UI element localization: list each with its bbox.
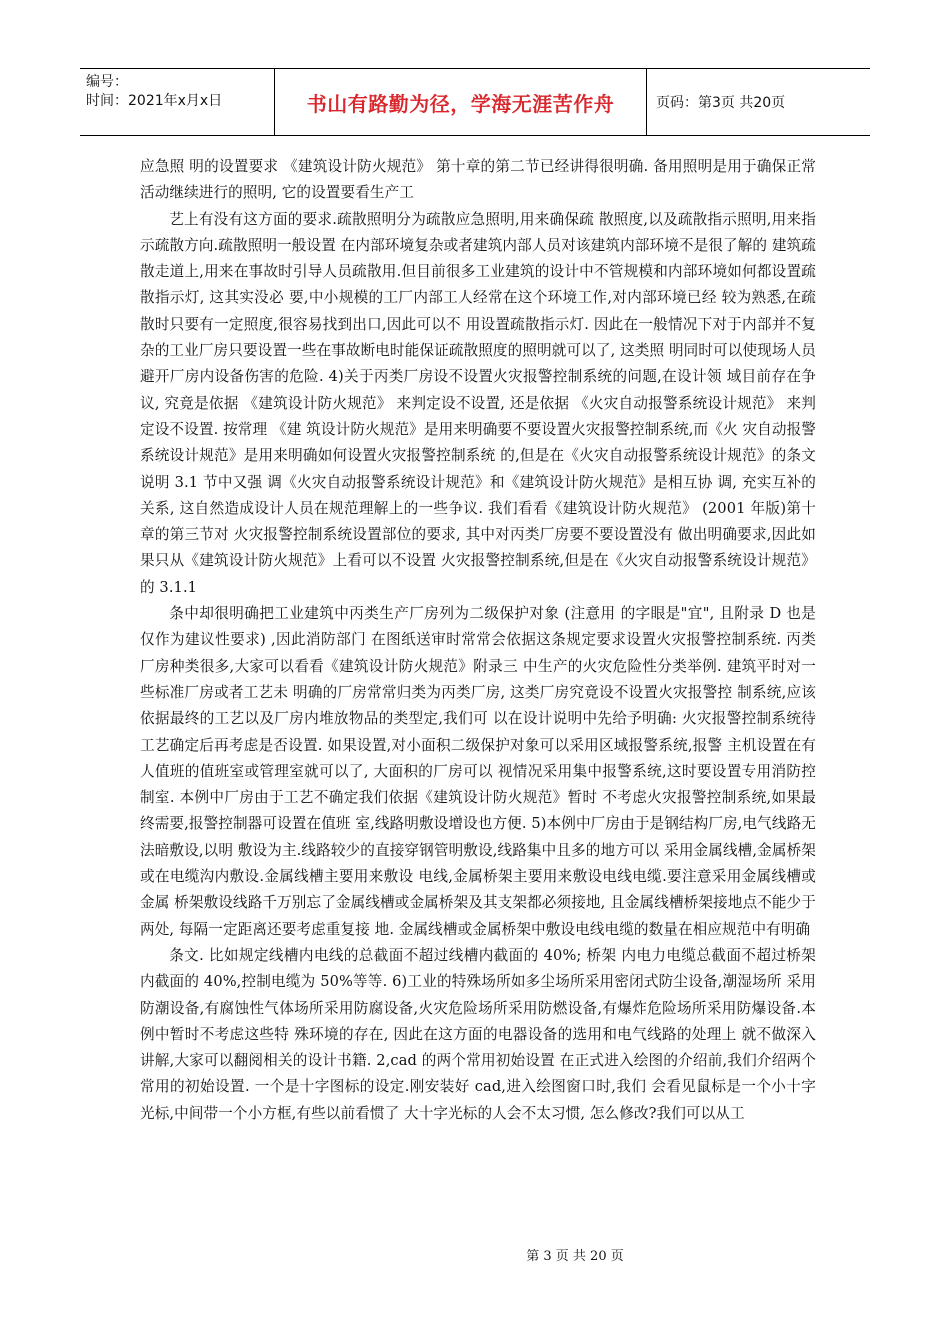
document-body: [140, 154, 816, 1127]
body-paragraph: 条中却很明确把工业建筑中丙类生产厂房列为二级保护对象 (注意用 的字眼是"宜", 且附录 D 也是仅作为建议性要求) ,因此消防部门 在图纸送审时常常会依据这条规定要求设置火灾报警控制系统. 丙类厂房种类很多,大家可以看看《建筑设计防火规范》附录三 中生产的火灾危险性分类举例. 建筑平时对一些标准厂房或者工艺未 明确的厂房常常归类为丙类厂房, 这类厂房究竟设不设置火灾报警控 制系统,应该依据最终的工艺以及厂房内堆放物品的类型定,我们可 以在设计说明中先给予明确: 火灾报警控制系统待工艺确定后再考虑是否设置. 如果设置,对小面积二级保护对象可以采用区域报警系统,报警 主机设置在有人值班的值班室或管理室就可以了, 大面积的厂房可以 视情况采用集中报警系统,这时要设置专用消防控制室. 本例中厂房由于工艺不确定我们依据《建筑设计防火规范》暂时 不考虑火灾报警控制系统,如果最终需要,报警控制器可设置在值班 室,线路明敷设增设也方便. 5)本例中厂房由于是钢结构厂房,电气线路无法暗敷设,以明 敷设为主.线路较少的直接穿钢管明敷设,线路集中且多的地方可以 采用金属线槽,金属桥架或在电缆沟内敷设.金属线槽主要用来敷设 电线,金属桥架主要用来敷设电线电缆.要注意采用金属线槽或金属 桥架敷设线路千万别忘了金属线槽或金属桥架及其支架都必须接地, 且金属线槽桥架接地点不能少于两处, 每隔一定距离还要考虑重复接 地. 金属线槽或金属桥架中敷设电线电缆的数量在相应规范中有明确: [140, 605, 816, 938]
header-motto: 书山有路勤为径，学海无涯苦作舟: [275, 69, 647, 135]
header-page-info: 页码：第3页 共20页: [656, 95, 786, 111]
serial-number-label: 编号：: [86, 74, 128, 90]
document-header: [80, 68, 870, 136]
page-footer: 第 3 页 共 20 页: [526, 1249, 624, 1264]
body-paragraph: 艺上有没有这方面的要求.疏散照明分为疏散应急照明,用来确保疏 散照度,以及疏散指示照明,用来指示疏散方向.疏散照明一般设置 在内部环境复杂或者建筑内部人员对该建筑内部环境不是很了解的 建筑疏散走道上,用来在事故时引导人员疏散用.但目前很多工业建筑的设计中不管规模和内部环境如何都设置疏散指示灯, 这其实没必 要,中小规模的工厂内部工人经常在这个环境工作,对内部环境已经 较为熟悉,在疏散时只要有一定照度,很容易找到出口,因此可以不 用设置疏散指示灯. 因此在一般情况下对于内部并不复杂的工业厂房只要设置一些在事故断电时能保证疏散照度的照明就可以了, 这类照 明同时可以使现场人员避开厂房内设备伤害的危险. 4)关于丙类厂房设不设置火灾报警控制系统的问题,在设计领 域目前存在争议, 究竟是依据 《建筑设计防火规范》 来判定设不设置, 还是依据 《火灾自动报警系统设计规范》 来判定设不设置. 按常理 《建 筑设计防火规范》是用来明确要不要设置火灾报警控制系统,而《火 灾自动报警系统设计规范》是用来明确如何设置火灾报警控制系统 的,但是在《火灾自动报警系统设计规范》的条文说明 3.1 节中又强 调《火灾自动报警系统设计规范》和《建筑设计防火规范》是相互协 调, 充实互补的关系, 这自然造成设计人员在规范理解上的一些争议. 我们看看《建筑设计防火规范》 (2001 年版)第十章的第三节对 火灾报警控制系统设置部位的要求, 其中对丙类厂房要不要设置没有 做出明确要求,因此如果只从《建筑设计防火规范》上看可以不设置 火灾报警控制系统,但是在《火灾自动报警系统设计规范》的 3.1.1: [140, 210, 816, 596]
body-paragraph: 条文. 比如规定线槽内电线的总截面不超过线槽内截面的 40%; 桥架 内电力电缆总截面不超过桥架内截面的 40%,控制电缆为 50%等等. 6)工业的特殊场所如多尘场所采用密闭式防尘设备,潮湿场所 采用防潮设备,有腐蚀性气体场所采用防腐设备,火灾危险场所采用防燃设备,有爆炸危险场所采用防爆设备.本例中暂时不考虑这些特 殊环境的存在, 因此在这方面的电器设备的选用和电气线路的处理上 就不做深入讲解,大家可以翻阅相关的设计书籍. 2,cad 的两个常用初始设置 在正式进入绘图的介绍前,我们介绍两个常用的初始设置. 一个是十字图标的设定.刚安装好 cad,进入绘图窗口时,我们 会看见鼠标是一个小十字光标,中间带一个小方框,有些以前看惯了 大十字光标的人会不太习惯, 怎么修改?我们可以从工: [140, 946, 816, 1122]
header-meta: [80, 69, 275, 135]
date-label: 时间：2021年x月x日: [86, 93, 223, 109]
body-paragraph: 应急照 明的设置要求 《建筑设计防火规范》 第十章的第二节已经讲得很明确. 备用照明是用于确保正常活动继续进行的照明, 它的设置要看生产工: [140, 158, 816, 202]
